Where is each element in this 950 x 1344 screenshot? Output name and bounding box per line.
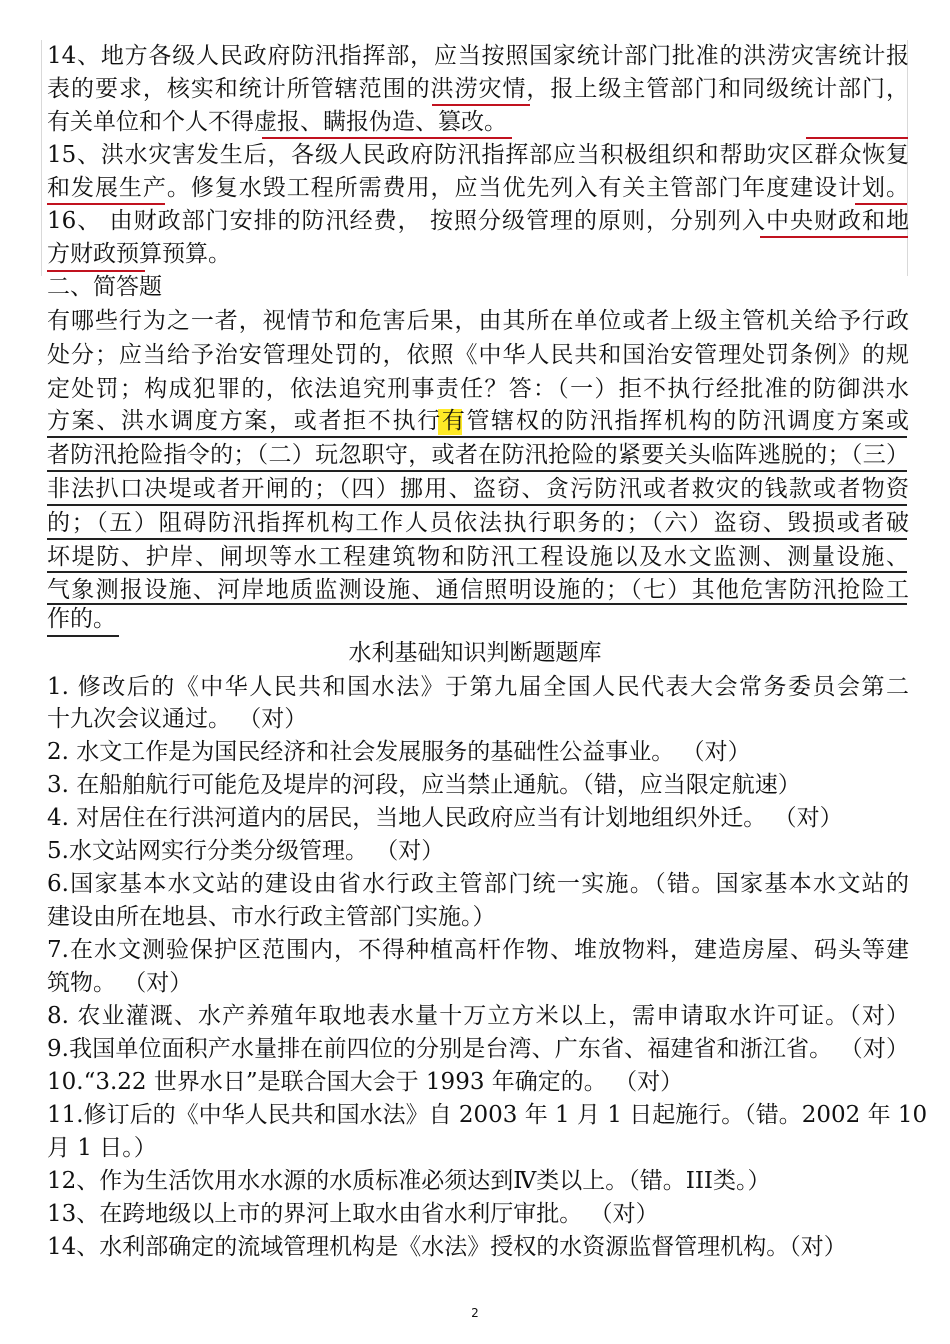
answer-line: 的；（五）阻碍防汛指挥机构工作人员依法执行职务的；（六）盗窃、毁损或者破 [47,510,909,536]
answer-underline [47,571,907,573]
answer-underline [855,203,907,205]
answer-underline [47,603,907,605]
answer-line: 方案、洪水调度方案，或者拒不执行有管辖权的防汛指挥机构的防汛调度方案或 [47,408,909,434]
question-line: 9.我国单位面积产水量排在前四位的分别是台湾、广东省、福建省和浙江省。 （对） [47,1036,909,1062]
statement-16-line-2: 方财政预算预算。 [47,241,231,267]
answer-underline [760,236,908,238]
statement-15-line-2: 和发展生产。修复水毁工程所需费用，应当优先列入有关主管部门年度建设计划。 [47,175,909,201]
section-title: 水利基础知识判断题题库 [348,640,602,666]
answer-line: 作的。 [47,606,116,632]
statement-16-line-1: 16、 由财政部门安排的防汛经费， 按照分级管理的原则，分别列入中央财政和地 [47,208,909,234]
page-number: 2 [471,1306,479,1320]
question-line: 11.修订后的《中华人民共和国水法》自 2003 年 1 月 1 日起施行。（错。2002 年 10 [47,1102,928,1128]
answer-line: 定处罚；构成犯罪的，依法追究刑事责任？答：（一）拒不执行经批准的防御洪水 [47,376,909,402]
question-line: 筑物。 （对） [47,970,193,996]
question-line: 14、水利部确定的流域管理机构是《水法》授权的水资源监督管理机构。（对） [47,1234,847,1260]
answer-underline [47,538,907,540]
statement-15-line-1: 15、洪水灾害发生后，各级人民政府防汛指挥部应当积极组织和帮助灾区群众恢复 [47,142,909,168]
statement-14-line-3: 有关单位和个人不得虚报、瞒报伪造、篡改。 [47,109,507,135]
answer-underline [47,436,907,438]
answer-underline [432,104,530,106]
answer-line: 者防汛抢险指令的；（二）玩忽职守，或者在防汛抢险的紧要关头临阵逃脱的；（三） [47,442,909,468]
answer-line: 气象测报设施、河岸地质监测设施、通信照明设施的；（七）其他危害防汛抢险工 [47,577,909,603]
answer-line: 非法扒口决堤或者开闸的；（四）挪用、盗窃、贪污防汛或者救灾的钱款或者物资 [47,476,909,502]
answer-underline [47,504,907,506]
question-line: 十九次会议通过。 （对） [47,706,308,732]
question-line: 13、在跨地级以上市的界河上取水由省水利厅审批。 （对） [47,1201,659,1227]
section-heading: 二、简答题 [47,274,162,300]
answer-underline [806,137,908,139]
answer-line: 处分；应当给予治安管理处罚的，依照《中华人民共和国治安管理处罚条例》的规 [47,342,909,368]
statement-14-line-1: 14、地方各级人民政府防汛指挥部，应当按照国家统计部门批准的洪涝灾害统计报 [47,43,909,69]
question-line: 5.水文站网实行分类分级管理。 （对） [47,838,445,864]
answer-line: 有哪些行为之一者，视情节和危害后果，由其所在单位或者上级主管机关给予行政 [47,308,909,334]
question-line: 建设由所在地县、市水行政主管部门实施。） [47,904,496,930]
section-box-left-edge [41,40,42,276]
question-line: 7.在水文测验保护区范围内，不得种植高杆作物、堆放物料，建造房屋、码头等建 [47,937,909,963]
question-line: 4. 对居住在行洪河道内的居民，当地人民政府应当有计划地组织外迁。 （对） [47,805,843,831]
question-line: 2. 水文工作是为国民经济和社会发展服务的基础性公益事业。 （对） [47,739,751,765]
question-line: 1. 修改后的《中华人民共和国水法》于第九届全国人民代表大会常务委员会第二 [47,674,909,700]
statement-14-line-2: 表的要求，核实和统计所管辖范围的洪涝灾情，报上级主管部门和同级统计部门， [47,76,909,102]
question-line: 3. 在船舶航行可能危及堤岸的河段，应当禁止通航。（错，应当限定航速） [47,772,801,798]
question-line: 月 1 日。） [47,1135,157,1161]
answer-line: 坏堤防、护岸、闸坝等水工程建筑物和防汛工程设施以及水文监测、测量设施、 [47,544,909,570]
answer-underline [262,137,512,139]
question-line: 10.“3.22 世界水日”是联合国大会于 1993 年确定的。 （对） [47,1069,684,1095]
answer-underline [47,470,907,472]
answer-underline [47,203,165,205]
question-line: 6.国家基本水文站的建设由省水行政主管部门统一实施。（错。国家基本水文站的 [47,871,909,897]
answer-underline [47,635,119,637]
question-line: 8. 农业灌溉、水产养殖年取地表水量十万立方米以上，需申请取水许可证。（对） [47,1003,909,1029]
question-line: 12、作为生活饮用水水源的水质标准必须达到Ⅳ类以上。（错。III类。） [47,1168,771,1194]
